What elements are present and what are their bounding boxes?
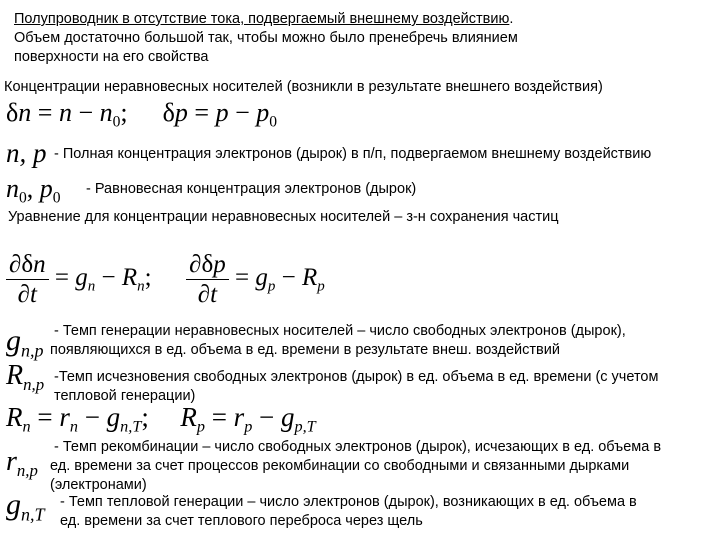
symbol-g-nT: $g_{n,T}$ bbox=[6, 488, 45, 525]
page-title: Полупроводник в отсутствие тока, подвергаемый внешнему воздействию bbox=[14, 11, 510, 27]
desc-disappearance-1: -Темп исчезновения свободных электронов (дырок) в ед. объема в ед. времени (с учетом bbox=[54, 369, 659, 385]
balance-equation: $R_n = r_n - g_{n,T}$; $R_p = r_p - g_{p,T}$ bbox=[6, 402, 316, 436]
header-line-2: Объем достаточно большой так, чтобы можно было пренебречь влиянием bbox=[14, 30, 518, 46]
concentrations-heading: Концентрации неравновесных носителей (возникли в результате внешнего воздействия) bbox=[4, 79, 603, 95]
symbol-n-p: n, p bbox=[6, 138, 47, 168]
fraction-dn-dt: $\frac{\partial\delta n}{\partial t}$ bbox=[6, 252, 49, 307]
desc-full-concentration: - Полная концентрация электронов (дырок) в п/п, подвергаемом внешнему воздействию bbox=[54, 146, 652, 162]
desc-disappearance-2: тепловой генерации) bbox=[54, 388, 196, 404]
symbol-r-np: $r_{n,p}$ bbox=[6, 446, 38, 480]
desc-generation-1: - Темп генерации неравновесных носителей – число свободных электронов (дырок), bbox=[54, 323, 626, 339]
header-line-3: поверхности на его свойства bbox=[14, 49, 209, 65]
header-line-1: Полупроводник в отсутствие тока, подвергаемый внешнему воздействию. bbox=[14, 11, 514, 27]
desc-recombination-2: ед. времени за счет процессов рекомбинации со свободными и связанными дырками bbox=[50, 458, 630, 474]
desc-generation-2: появляющихся в ед. объема в ед. времени в результате внеш. воздействий bbox=[50, 342, 560, 358]
desc-recombination-1: - Темп рекомбинации – число свободных электронов (дырок), исчезающих в ед. объема в bbox=[54, 439, 662, 455]
continuity-heading: Уравнение для концентрации неравновесных носителей – з-н сохранения частиц bbox=[8, 209, 559, 225]
continuity-equation: $\frac{\partial\delta n}{\partial t}$ = $g_n - R_n$; $\frac{\partial\delta p}{\partial t}$ = $g_p - R_p$ bbox=[6, 252, 325, 307]
symbol-n0-p0: $n_0$, $p_0$ bbox=[6, 174, 61, 207]
symbol-g-np: $g_{n,p}$ bbox=[6, 324, 44, 361]
fraction-dp-dt: $\frac{\partial\delta p}{\partial t}$ bbox=[186, 252, 229, 307]
desc-equilibrium-concentration: - Равновесная концентрация электронов (дырок) bbox=[86, 181, 417, 197]
symbol-R-np: $R_{n,p}$ bbox=[6, 360, 45, 394]
desc-thermal-2: ед. времени за счет теплового переброса через щель bbox=[60, 513, 423, 529]
formula-delta: $\delta n = n - n_0$; $\delta p = p - p_0$ bbox=[6, 98, 278, 131]
desc-thermal-1: - Темп тепловой генерации – число электронов (дырок), возникающих в ед. объема в bbox=[60, 494, 637, 510]
desc-recombination-3: (электронами) bbox=[50, 477, 147, 493]
